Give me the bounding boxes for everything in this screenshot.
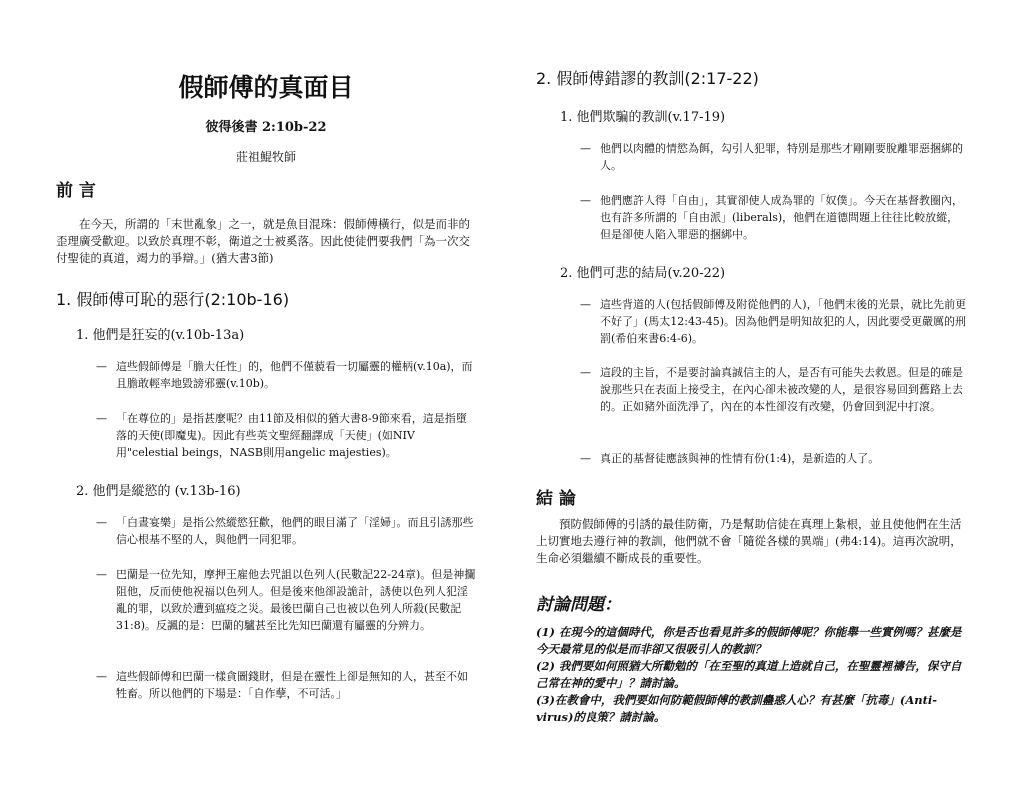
author: 莊祖鯤牧師 [235,150,296,164]
section2-sub2-heading: 2. 他們可悲的結局(v.20-22) [560,266,726,281]
dash-marker: — [580,452,591,465]
dash-marker: — [96,360,107,373]
dash-marker: — [580,142,591,155]
bullet-text: 「在尊位的」是指甚麼呢？由11節及相似的猶大書8-9節來看，這是指墮落的天使(即魔鬼)。因此有些英文聖經翻譯成「天使」(如NIV用"celestial beings，NASB則用angelic majesties)。 [116,412,467,459]
bullet-text: 這些假師傅是「膽大任性」的，他們不僅藐看一切屬靈的權柄(v.10a)，而且膽敢輕率地毀謗邪靈(v.10b)。 [116,360,473,390]
section1-sub2-heading: 2. 他們是縱慾的 (v.13b-16) [76,484,241,499]
discussion-question: (1) 在現今的這個時代，你是否也看見許多的假師傅呢？你能舉一些實例嗎？甚麼是今天最常見的似是而非卻又很吸引人的教訓？ [536,625,962,656]
section1-heading: 1. 假師傅可恥的惡行(2:10b-16) [56,290,290,309]
dash-marker: — [96,516,107,529]
intro-heading: 前 言 [56,181,96,201]
bullet-text: 巴蘭是一位先知，摩押王雇他去咒詛以色列人(民數記22-24章)。但是神攔阻他，反而使他祝福以色列人。但是後來他卻設詭計，誘使以色列人犯淫亂的罪，以致於遭到瘟疫之災。最後巴蘭自己也被以色列人所殺(民數記31:8)。反諷的是：巴蘭的驢甚至比先知巴蘭還有屬靈的分辨力。 [116,568,476,632]
conclusion-heading: 結 論 [536,489,576,509]
dash-marker: — [580,194,591,207]
dash-marker: — [96,568,107,581]
section2-sub1-heading: 1. 他們欺騙的教訓(v.17-19) [560,110,726,125]
bullet-text: 這些背道的人(包括假師傅及附從他們的人)，「他們末後的光景，就比先前更不好了」(馬太12:43-45)。因為他們是明知故犯的人，因此要受更嚴厲的刑罰(希伯來書6:4-6)。 [600,298,967,345]
bullet-text: 他們以肉體的情慾為餌，勾引人犯罪，特別是那些才剛剛要脫離罪惡捆綁的人。 [600,142,963,172]
dash-marker: — [580,298,591,311]
page-title: 假師傅的真面目 [178,73,354,102]
bullet-text: 真正的基督徒應該與神的性情有份(1:4)，是新造的人了。 [600,452,880,465]
section2-heading: 2. 假師傅錯謬的教訓(2:17-22) [536,69,759,88]
conclusion-text: 預防假師傅的引誘的最佳防衛，乃是幫助信徒在真理上紮根，並且使他們在生活上切實地去遵行神的教訓，他們就不會「隨從各樣的異端」(弗4:14)。這再次說明，生命必須繼續不斷成長的重要性。 [536,517,962,565]
discussion-heading: 討論問題： [536,595,621,615]
bullet-text: 這些假師傅和巴蘭一樣貪圖錢財，但是在靈性上卻是無知的人，甚至不如牲畜。所以他們的下場是：「自作孽，不可活。」 [116,670,468,700]
dash-marker: — [580,366,591,379]
section1-sub1-heading: 1. 他們是狂妄的(v.10b-13a) [76,328,245,343]
dash-marker: — [96,670,107,683]
scripture-reference: 彼得後書 2:10b-22 [205,120,327,135]
bullet-text: 這段的主旨，不是要討論真誠信主的人，是否有可能失去救恩。但是的確是說那些只在表面上接受主，在內心卻未被改變的人，是很容易回到舊路上去的。正如豬外面洗淨了，內在的本性卻沒有改變，仍會回到泥中打滾。 [600,366,963,413]
discussion-question: (2) 我們要如何照猶大所勸勉的「在至聖的真道上造就自己，在聖靈裡禱告，保守自己常在神的愛中」？請討論。 [536,659,962,690]
intro-text: 在今天，所謂的「末世亂象」之一，就是魚目混珠：假師傅橫行，似是而非的歪理廣受歡迎。以致於真理不彰，衛道之士被奚落。因此使徒們要我們「為一次交付聖徒的真道，竭力的爭辯。」(猶大書3節) [56,217,470,265]
dash-marker: — [96,412,107,425]
bullet-text: 「白晝宴樂」是指公然縱慾狂歡，他們的眼目滿了「淫婦」。而且引誘那些信心根基不堅的人，與他們一同犯罪。 [116,516,474,546]
discussion-question: (3)在教會中，我們要如何防範假師傅的教訓蠱惑人心？有甚麼「抗毒」(Anti-virus)的良策？請討論。 [536,693,938,724]
bullet-text: 他們應許人得「自由」，其實卻使人成為罪的「奴僕」。今天在基督教圈內，也有許多所謂的「自由派」(liberals)，他們在道德問題上往往比較放縱，但是卻使人陷入罪惡的捆綁中。 [600,194,963,241]
